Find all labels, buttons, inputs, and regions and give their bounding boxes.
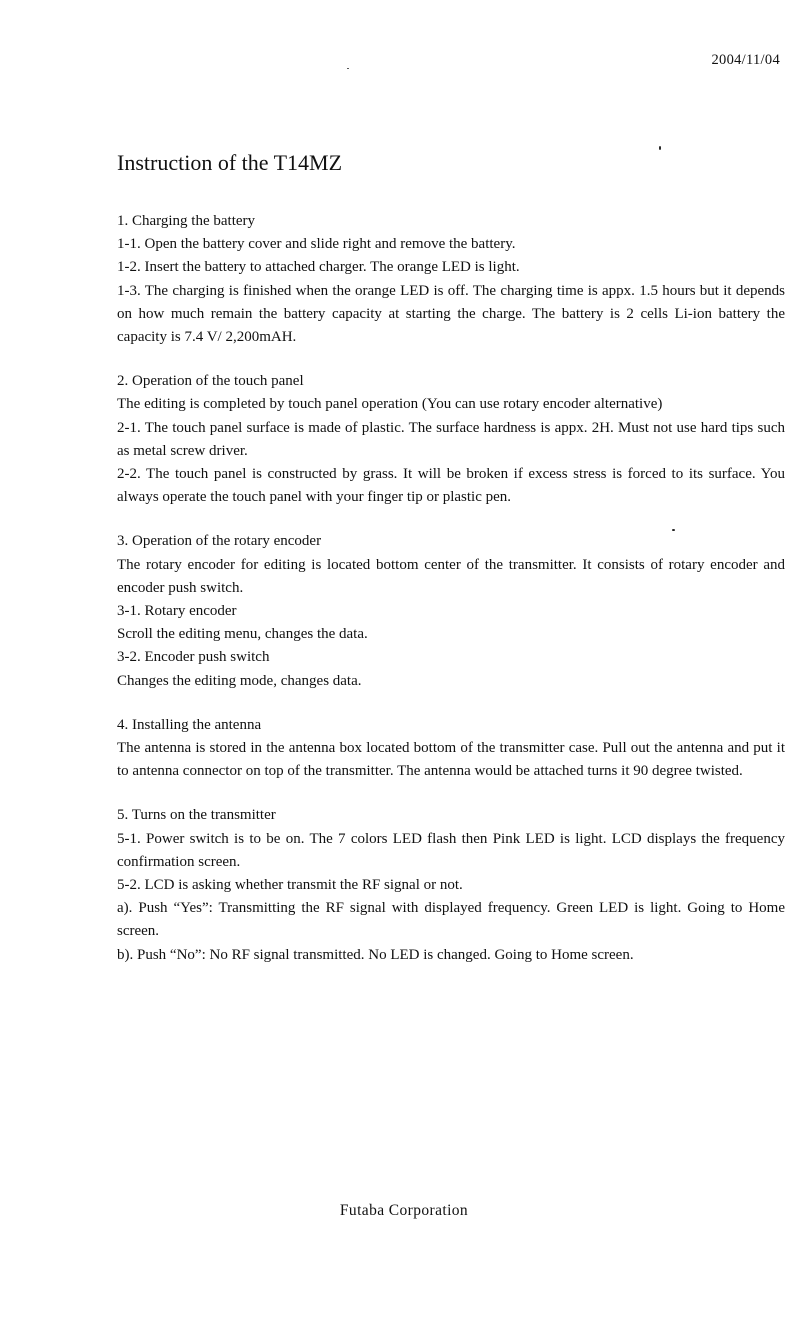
- footer-company: Futaba Corporation: [339, 1202, 469, 1219]
- paragraph: 1-3. The charging is finished when the orange LED is off. The charging time is appx. 1.5 hours but it depends on how much remain the battery capacity at starting the charge. The battery is 2 cells Li-ion battery the capacity is 7.4 V/ 2,200mAH.: [117, 282, 785, 346]
- paragraph: 3-1. Rotary encoder: [117, 603, 237, 620]
- scan-speck: [659, 146, 661, 150]
- section-turn-on-transmitter: [117, 804, 785, 966]
- paragraph: 1-1. Open the battery cover and slide right and remove the battery.: [117, 236, 516, 253]
- paragraph: The antenna is stored in the antenna box located bottom of the transmitter case. Pull out the antenna and put it to antenna connector on top of the transmitter. The antenna would be attached turns it 90 degree twisted.: [117, 740, 785, 780]
- section-heading: 5. Turns on the transmitter: [117, 807, 276, 824]
- paragraph: Scroll the editing menu, changes the data.: [117, 626, 368, 643]
- paragraph: The editing is completed by touch panel operation (You can use rotary encoder alternative): [117, 396, 663, 413]
- document-title: Instruction of the T14MZ: [117, 150, 343, 175]
- section-rotary-encoder: [117, 530, 785, 692]
- section-heading: 1. Charging the battery: [117, 213, 256, 229]
- document-date: 2004/11/04: [711, 52, 780, 68]
- paragraph: a). Push “Yes”: Transmitting the RF signal with displayed frequency. Green LED is light. Going to Home screen.: [117, 900, 785, 940]
- paragraph: 5-1. Power switch is to be on. The 7 colors LED flash then Pink LED is light. LCD displays the frequency confirmation screen.: [117, 830, 785, 870]
- paragraph: 1-2. Insert the battery to attached charger. The orange LED is light.: [117, 259, 520, 276]
- scan-speck: [347, 68, 349, 69]
- section-charging-battery: [117, 210, 785, 349]
- section-touch-panel: [117, 370, 785, 509]
- paragraph: The rotary encoder for editing is located bottom center of the transmitter. It consists of rotary encoder and encoder push switch.: [117, 556, 785, 596]
- section-heading: 4. Installing the antenna: [117, 716, 262, 733]
- section-heading: 2. Operation of the touch panel: [117, 373, 304, 390]
- paragraph: 3-2. Encoder push switch: [117, 649, 270, 666]
- document-body: [117, 210, 785, 988]
- paragraph: 2-1. The touch panel surface is made of plastic. The surface hardness is appx. 2H. Must not use hard tips such as metal screw driver.: [117, 419, 785, 459]
- paragraph: Changes the editing mode, changes data.: [117, 672, 362, 689]
- paragraph: 2-2. The touch panel is constructed by grass. It will be broken if excess stress is forced to its surface. You always operate the touch panel with your finger tip or plastic pen.: [117, 466, 785, 506]
- section-antenna: [117, 714, 785, 784]
- section-heading: 3. Operation of the rotary encoder: [117, 533, 322, 550]
- paragraph: b). Push “No”: No RF signal transmitted. No LED is changed. Going to Home screen.: [117, 946, 634, 963]
- paragraph: 5-2. LCD is asking whether transmit the RF signal or not.: [117, 877, 463, 894]
